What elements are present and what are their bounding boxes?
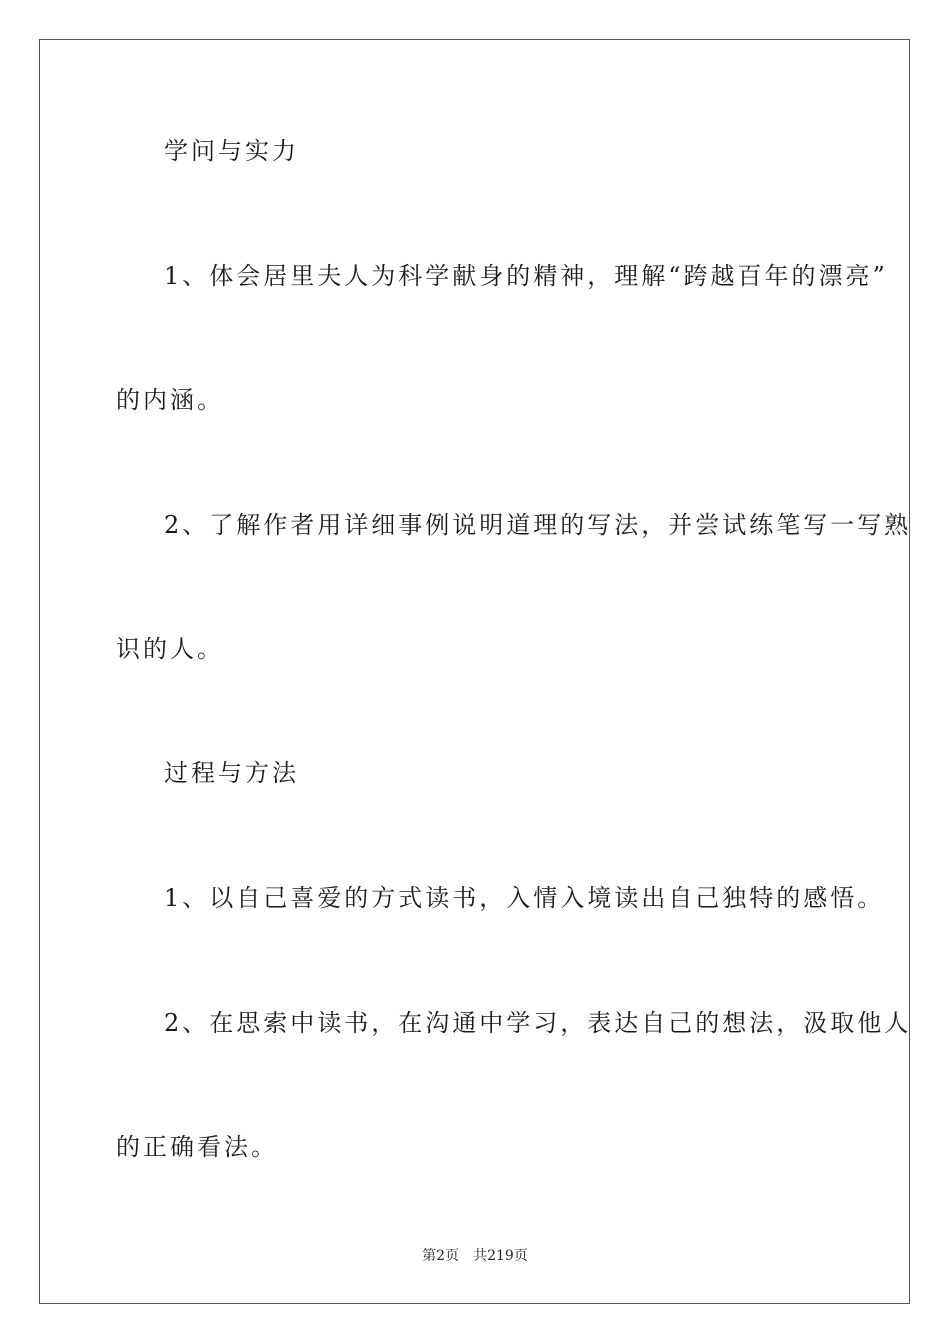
- total-pages: 共219页: [473, 1248, 528, 1264]
- section-heading-knowledge: 学问与实力: [164, 137, 299, 165]
- section-heading-process: 过程与方法: [164, 759, 299, 787]
- paragraph-line: 识的人。: [116, 635, 224, 663]
- paragraph-line: 1、体会居里夫人为科学献身的精神，理解“跨越百年的漂亮”: [164, 262, 888, 290]
- page-number: 第2页: [422, 1248, 460, 1264]
- paragraph-line: 1、以自己喜爱的方式读书，入情入境读出自己独特的感悟。: [164, 884, 885, 912]
- paragraph-line: 的内涵。: [116, 386, 224, 414]
- page-footer: [0, 1248, 950, 1264]
- paragraph-line: 2、在思索中读书，在沟通中学习，表达自己的想法，汲取他人: [164, 1009, 912, 1037]
- paragraph-line: 的正确看法。: [116, 1133, 278, 1161]
- paragraph-line: 2、了解作者用详细事例说明道理的写法，并尝试练笔写一写熟: [164, 511, 912, 539]
- page-border: [39, 39, 910, 1304]
